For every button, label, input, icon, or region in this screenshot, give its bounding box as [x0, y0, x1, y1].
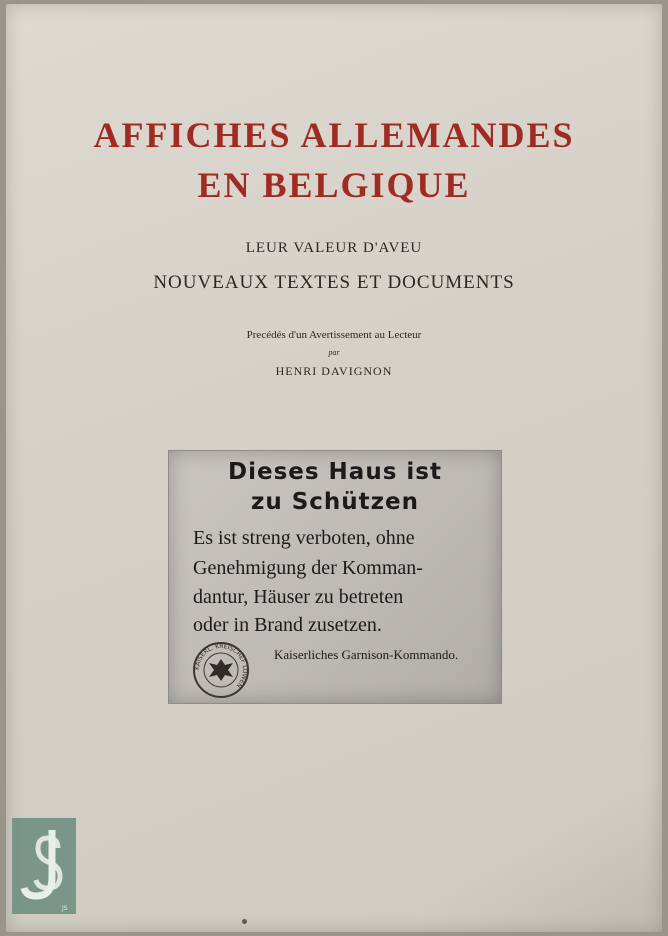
subtitle-valeur: LEUR VALEUR D'AVEU [245, 240, 423, 256]
stamp-text: KAISERL. KREISCHEF LÖWEN [193, 642, 249, 690]
poster-body-line: Genehmigung der Komman- [193, 557, 423, 579]
poster-photo [169, 451, 501, 703]
js-logo-icon [12, 818, 76, 914]
paper-fold-shadow [362, 752, 662, 932]
logo-letters: JS [62, 905, 68, 912]
poster-heading-2: zu Schützen [250, 489, 420, 515]
poster-signature: Kaiserliches Garnison-Kommando. [274, 647, 459, 662]
book-cover [6, 4, 662, 932]
par-line: par [328, 348, 340, 357]
author-name: HENRI DAVIGNON [275, 364, 393, 378]
poster-body-line: oder in Brand zusetzen. [193, 614, 382, 636]
ink-dot [242, 919, 247, 924]
title-line-1: AFFICHES ALLEMANDES [93, 115, 575, 155]
poster-body-line: Es ist streng verboten, ohne [193, 527, 415, 549]
poster-heading-1: Dieses Haus ist [228, 459, 442, 485]
subtitle-nouveaux-textes: NOUVEAUX TEXTES ET DOCUMENTS [153, 272, 515, 293]
eagle-stamp-icon [191, 640, 251, 700]
preface-line: Precédés d'un Avertissement au Lecteur [246, 329, 422, 341]
title-line-2: EN BELGIQUE [197, 165, 471, 205]
poster-body-line: dantur, Häuser zu betreten [193, 586, 404, 608]
